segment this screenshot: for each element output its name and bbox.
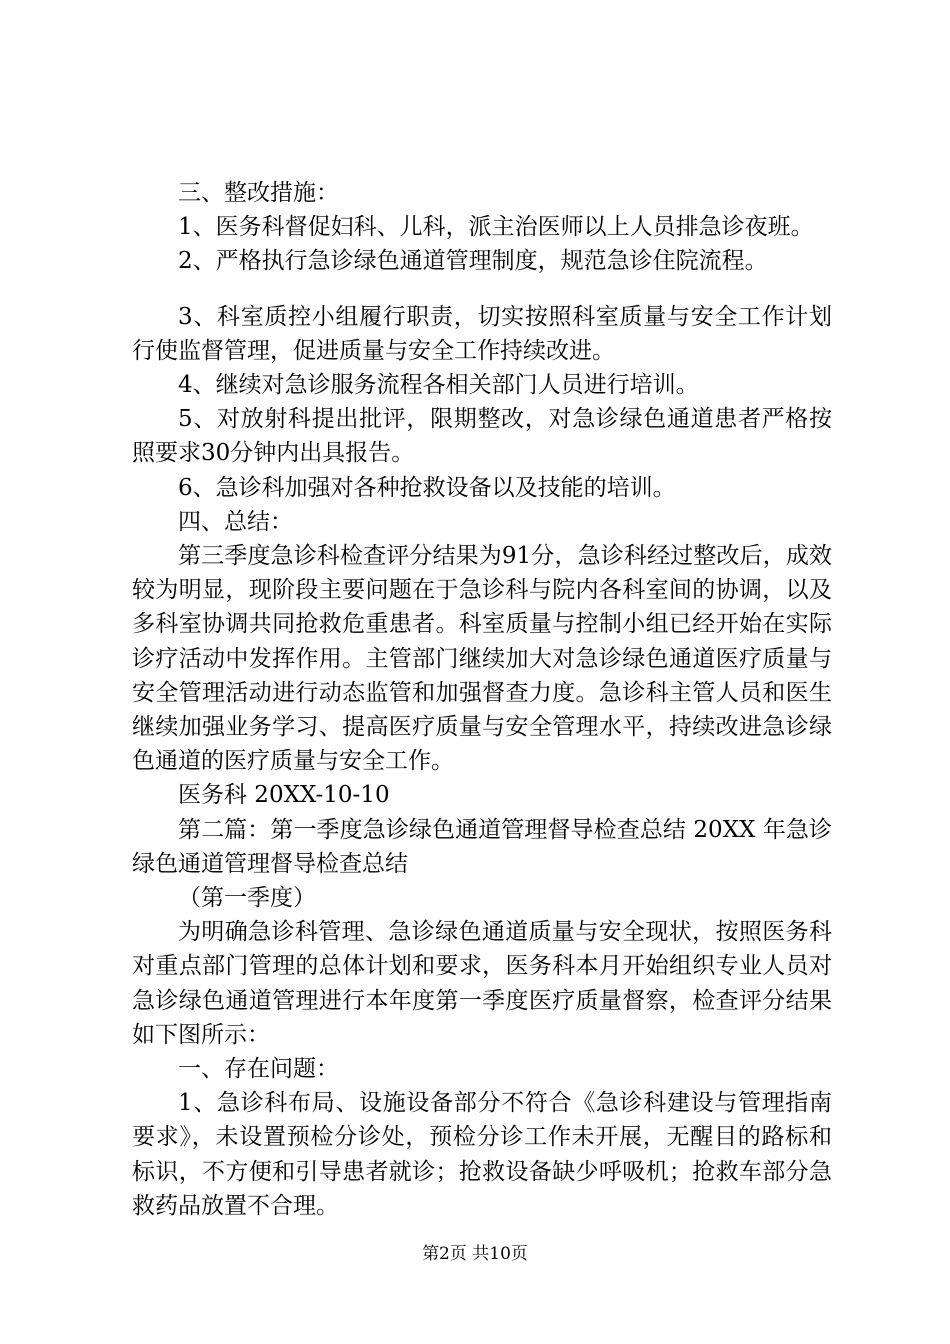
rectification-item-4: 4、继续对急诊服务流程各相关部门人员进行培训。 (178, 372, 699, 399)
rectification-item-5: 5、对放射科提出批评，限期整改，对急诊绿色通道患者严格按照要求30分钟内出具报告。 (132, 406, 832, 467)
rectification-item-1: 1、医务科督促妇科、儿科，派主治医师以上人员排急诊夜班。 (178, 214, 814, 241)
second-article-subtitle: （第一季度） (178, 885, 316, 912)
problem-item-1: 1、急诊科布局、设施设备部分不符合《急诊科建设与管理指南要求》，未设置预检分诊处，预检分诊工作未开展，无醒目的路标和标识，不方便和引导患者就诊；抢救设备缺少呼吸机；抢救车部分急救药品放置不合理。 (132, 1090, 832, 1219)
rectification-item-6: 6、急诊科加强对各种抢救设备以及技能的培训。 (178, 474, 676, 501)
second-article-title: 第二篇：第一季度急诊绿色通道管理督导检查总结 20XX 年急诊绿色通道管理督导检查总结 (132, 816, 832, 877)
section-heading-rectification: 三、整改措施： (178, 180, 339, 206)
section-heading-summary: 四、总结： (178, 508, 293, 535)
summary-paragraph: 第三季度急诊科检查评分结果为91分，急诊科经过整改后，成效较为明显，现阶段主要问题在于急诊科与院内各科室间的协调，以及多科室协调共同抢救危重患者。科室质量与控制小组已经开始在实际诊疗活动中发挥作用。主管部门继续加大对急诊绿色通道医疗质量与安全管理活动进行动态监管和加强督查力度。急诊科主管人员和医生继续加强业务学习、提高医疗质量与安全管理水平，持续改进急诊绿色通道的医疗质量与安全工作。 (132, 543, 832, 775)
rectification-item-2: 2、严格执行急诊绿色通道管理制度，规范急诊住院流程。 (178, 248, 768, 275)
rectification-item-3: 3、科室质控小组履行职责，切实按照科室质量与安全工作计划行使监督管理，促进质量与安全工作持续改进。 (132, 303, 832, 364)
section-heading-problems: 一、存在问题： (178, 1056, 339, 1083)
page-number-footer: 第2页 共10页 (422, 1244, 528, 1264)
second-article-intro: 为明确急诊科管理、急诊绿色通道质量与安全现状，按照医务科对重点部门管理的总体计划和要求，医务科本月开始组织专业人员对急诊绿色通道管理进行本年度第一季度医疗质量督察，检查评分结果如下图所示： (132, 919, 832, 1048)
document-body (132, 176, 832, 1223)
signature-line: 医务科 20XX-10-10 (178, 782, 390, 809)
